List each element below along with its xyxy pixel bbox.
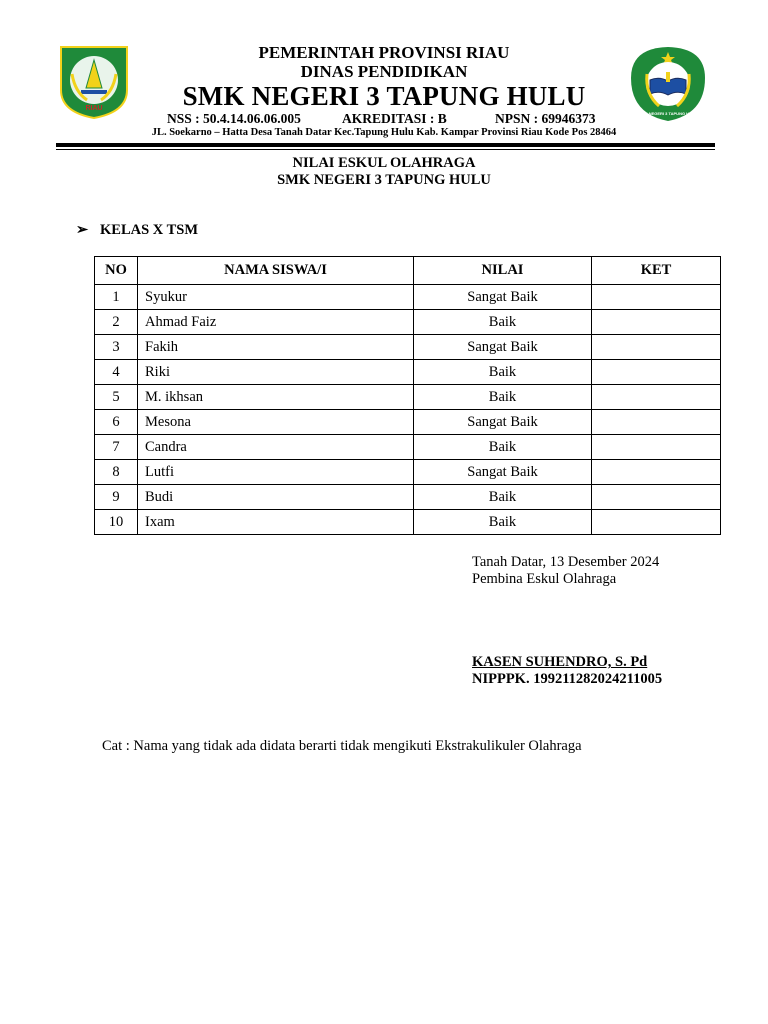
table-row <box>95 410 721 435</box>
table-row <box>95 460 721 485</box>
cell-nilai: Baik <box>414 435 592 460</box>
cell-no: 10 <box>95 510 138 535</box>
table-row <box>95 485 721 510</box>
cell-ket <box>592 485 721 510</box>
school-logo-text: SMK NEGERI 3 TAPUNG HULU <box>638 111 698 116</box>
cell-name: M. ikhsan <box>138 385 414 410</box>
document-subtitle: SMK NEGERI 3 TAPUNG HULU <box>277 172 491 188</box>
cell-name: Lutfi <box>138 460 414 485</box>
header-akreditasi: AKREDITASI : B <box>342 111 447 126</box>
table-header-row <box>95 257 721 285</box>
cell-no: 2 <box>95 310 138 335</box>
header-school-name: SMK NEGERI 3 TAPUNG HULU <box>182 81 586 111</box>
class-label: KELAS X TSM <box>100 222 199 238</box>
header-government: PEMERINTAH PROVINSI RIAU <box>258 43 510 62</box>
header-divider-thin <box>56 149 715 150</box>
document-title: NILAI ESKUL OLAHRAGA <box>292 155 476 171</box>
footnote: Cat : Nama yang tidak ada didata berarti tidak mengikuti Ekstrakulikuler Olahraga <box>102 738 582 754</box>
table-row <box>95 510 721 535</box>
header-name: NAMA SISWA/I <box>138 257 414 285</box>
cell-nilai: Baik <box>414 310 592 335</box>
header-divider-thick <box>56 143 715 147</box>
header-nilai: NILAI <box>414 257 592 285</box>
cell-nilai: Sangat Baik <box>414 285 592 310</box>
header-npsn: NPSN : 69946373 <box>495 111 596 126</box>
cell-no: 7 <box>95 435 138 460</box>
cell-name: Syukur <box>138 285 414 310</box>
cell-ket <box>592 410 721 435</box>
cell-ket <box>592 510 721 535</box>
cell-nilai: Baik <box>414 485 592 510</box>
cell-name: Ahmad Faiz <box>138 310 414 335</box>
header-no: NO <box>95 257 138 285</box>
cell-ket <box>592 360 721 385</box>
cell-name: Candra <box>138 435 414 460</box>
cell-no: 9 <box>95 485 138 510</box>
table-row <box>95 310 721 335</box>
cell-ket <box>592 310 721 335</box>
cell-name: Mesona <box>138 410 414 435</box>
header-department: DINAS PENDIDIKAN <box>300 62 468 81</box>
cell-no: 8 <box>95 460 138 485</box>
table-row <box>95 435 721 460</box>
table-row <box>95 360 721 385</box>
arrow-bullet-icon: ➢ <box>76 222 89 238</box>
cell-ket <box>592 385 721 410</box>
cell-no: 3 <box>95 335 138 360</box>
cell-no: 1 <box>95 285 138 310</box>
cell-ket <box>592 335 721 360</box>
header-ket: KET <box>592 257 721 285</box>
cell-name: Riki <box>138 360 414 385</box>
signature-role: Pembina Eskul Olahraga <box>472 571 617 587</box>
cell-nilai: Sangat Baik <box>414 335 592 360</box>
signature-place-date: Tanah Datar, 13 Desember 2024 <box>472 554 660 570</box>
grades-table <box>94 256 721 535</box>
cell-no: 5 <box>95 385 138 410</box>
table-row <box>95 335 721 360</box>
cell-name: Fakih <box>138 335 414 360</box>
class-section-heading <box>76 222 198 239</box>
cell-name: Ixam <box>138 510 414 535</box>
cell-nilai: Baik <box>414 510 592 535</box>
cell-nilai: Baik <box>414 385 592 410</box>
cell-no: 6 <box>95 410 138 435</box>
cell-no: 4 <box>95 360 138 385</box>
header-nss: NSS : 50.4.14.06.06.005 <box>167 111 301 126</box>
table-row <box>95 285 721 310</box>
riau-logo-text: RIAU <box>85 105 103 112</box>
signature-id: NIPPPK. 199211282024211005 <box>472 671 663 687</box>
cell-name: Budi <box>138 485 414 510</box>
signature-name: KASEN SUHENDRO, S. Pd <box>472 654 648 670</box>
cell-ket <box>592 460 721 485</box>
table-row <box>95 385 721 410</box>
cell-nilai: Sangat Baik <box>414 410 592 435</box>
cell-ket <box>592 285 721 310</box>
header-address: JL. Soekarno – Hatta Desa Tanah Datar Kec.Tapung Hulu Kab. Kampar Provinsi Riau Kode Pos 28464 <box>151 127 617 138</box>
cell-ket <box>592 435 721 460</box>
cell-nilai: Sangat Baik <box>414 460 592 485</box>
cell-nilai: Baik <box>414 360 592 385</box>
